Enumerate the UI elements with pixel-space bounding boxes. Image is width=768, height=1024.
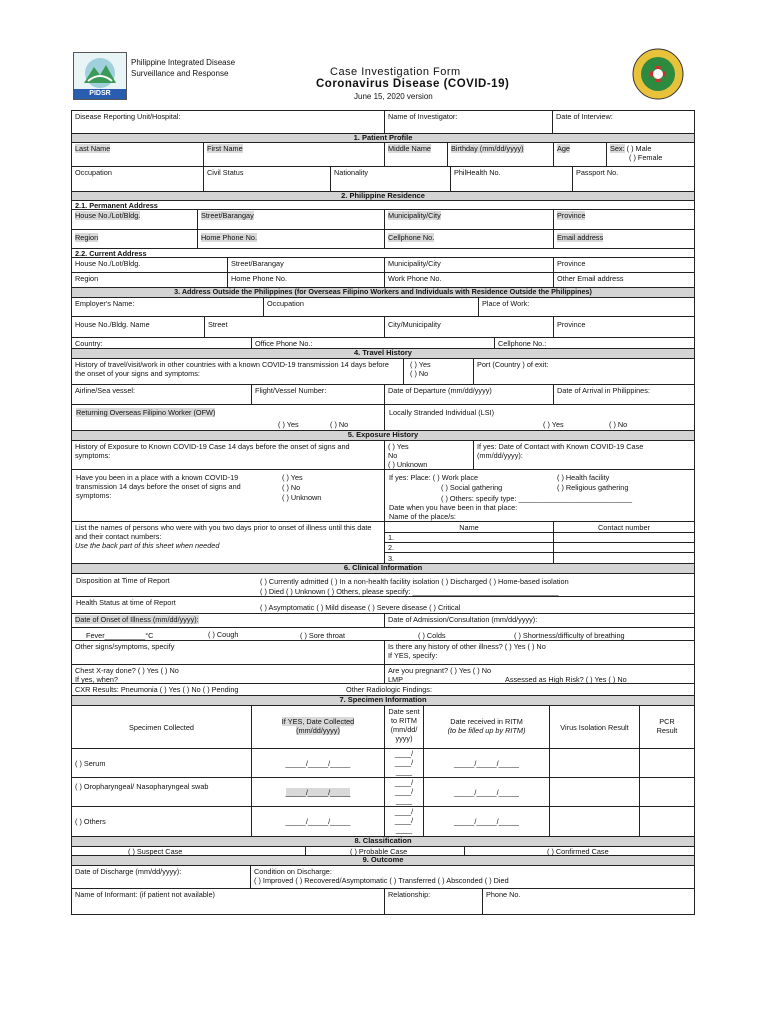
- exposure-unknown-option[interactable]: ( ) Unknown: [388, 460, 428, 469]
- cur-municipality-field[interactable]: [384, 257, 554, 273]
- informant-phone-field[interactable]: [482, 888, 695, 915]
- perm-home-phone-label: Home Phone No.: [201, 233, 257, 242]
- os-occupation-field[interactable]: [263, 297, 479, 317]
- nationality-label: Nationality: [334, 168, 369, 177]
- occupation-field[interactable]: [71, 166, 204, 192]
- airline-field[interactable]: [71, 384, 252, 405]
- discharge-condition-options[interactable]: ( ) Improved ( ) Recovered/Asymptomatic ( ) Transferred ( ) Absconded ( ) Died: [254, 876, 509, 885]
- middle-name-field[interactable]: [384, 142, 448, 167]
- age-label: Age: [557, 144, 570, 153]
- other-illness-specify: If YES, specify:: [388, 651, 438, 660]
- swab-virus-result[interactable]: [549, 777, 640, 807]
- reporting-unit-label: Disease Reporting Unit/Hospital:: [75, 112, 181, 121]
- philhealth-label: PhilHealth No.: [454, 168, 501, 177]
- lsi-no-option[interactable]: ( ) No: [609, 420, 628, 429]
- xray-field[interactable]: [71, 664, 385, 684]
- cur-house-label: House No./Lot/Bldg.: [75, 259, 141, 268]
- office-phone-label: Office Phone No.:: [255, 339, 313, 348]
- perm-house-field[interactable]: [71, 209, 198, 230]
- investigator-field[interactable]: [384, 110, 553, 134]
- age-field[interactable]: [553, 142, 607, 167]
- perm-street-label: Street/Barangay: [201, 211, 254, 220]
- contacts-question: [71, 521, 385, 564]
- pregnancy-field[interactable]: [384, 664, 695, 684]
- travel-no-option[interactable]: ( ) No: [410, 369, 429, 378]
- travel-yes-option[interactable]: ( ) Yes: [410, 360, 431, 369]
- swab-date-collected[interactable]: [251, 777, 385, 807]
- lmp-label: LMP ____________________: [388, 675, 487, 684]
- contacts-note: Use the back part of this sheet when needed: [75, 541, 220, 550]
- relationship-label: Relationship:: [388, 890, 431, 899]
- airline-label: Airline/Sea vessel:: [75, 386, 136, 395]
- employer-label: Employer's Name:: [75, 299, 135, 308]
- reporting-unit-field[interactable]: [71, 110, 385, 134]
- interview-date-label: Date of Interview:: [556, 112, 613, 121]
- cough-option[interactable]: ( ) Cough: [208, 630, 239, 639]
- place-name-label: Name of the place/s:: [389, 512, 456, 521]
- health-status-label: Health Status at time of Report: [76, 598, 176, 607]
- arrival-label: Date of Arrival in Philippines:: [557, 386, 650, 395]
- other-illness-field[interactable]: [384, 640, 695, 665]
- form-title: Case Investigation Form: [330, 66, 461, 78]
- perm-cellphone-label: Cellphone No.: [388, 233, 435, 242]
- place-no-option[interactable]: ( ) No: [282, 483, 301, 492]
- swab-date-received[interactable]: [423, 777, 550, 807]
- colds-option[interactable]: ( ) Colds: [418, 631, 446, 640]
- birthday-field[interactable]: [447, 142, 554, 167]
- serum-date-received[interactable]: [423, 748, 550, 778]
- perm-province-label: Province: [557, 211, 586, 220]
- date-sent-header: [384, 705, 424, 749]
- exposure-question: [71, 440, 385, 470]
- discharge-date-field[interactable]: [71, 865, 251, 889]
- place-yes-option[interactable]: ( ) Yes: [282, 473, 303, 482]
- exposure-no-option[interactable]: No: [388, 451, 398, 460]
- disposition-block[interactable]: [71, 573, 695, 597]
- specimen-col-header: [71, 705, 252, 749]
- contact-row[interactable]: 1.: [384, 532, 554, 543]
- cxr-results-label[interactable]: CXR Results: Pneumonia ( ) Yes ( ) No ( ) Pending: [75, 685, 239, 694]
- swab-date-sent[interactable]: [384, 777, 424, 807]
- contacts-question-text: List the names of persons who were with you two days prior to onset of illness until this date and their contact numbers:: [75, 523, 372, 541]
- swab-pcr-result[interactable]: [639, 777, 695, 807]
- date-received-header: [423, 705, 550, 749]
- sex-field[interactable]: [606, 142, 695, 167]
- pidsr-logo: [73, 52, 127, 100]
- disposition-options-1[interactable]: ( ) Currently admitted ( ) In a non-health facility isolation ( ) Discharged ( ) Home-based isolation: [260, 577, 569, 586]
- sore-throat-option[interactable]: ( ) Sore throat: [300, 631, 346, 640]
- onset-date-label: Date of Onset of Illness (mm/dd/yyyy):: [75, 615, 199, 624]
- doh-seal: [632, 48, 684, 100]
- informant-label: Name of Informant: (if patient not available): [75, 890, 215, 899]
- ofw-yes-option[interactable]: ( ) Yes: [278, 420, 299, 429]
- employer-field[interactable]: [71, 297, 264, 317]
- os-occupation-label: Occupation: [267, 299, 304, 308]
- contact-date-label: If yes: Date of Contact with Known COVID-19 Case (mm/dd/yyyy):: [477, 442, 644, 460]
- os-cellphone-label: Cellphone No.:: [498, 339, 547, 348]
- section-1-title: 1. Patient Profile: [71, 133, 695, 143]
- place-health-option[interactable]: ( ) Health facility: [557, 473, 610, 482]
- others-virus-result[interactable]: [549, 806, 640, 837]
- cur-other-email-field[interactable]: [553, 272, 695, 288]
- middle-name-label: Middle Name: [388, 144, 431, 153]
- serum-received-blank: _____/_____/_____: [454, 759, 519, 768]
- section-8-title: 8. Classification: [71, 836, 695, 847]
- other-symptoms-field[interactable]: [71, 640, 385, 665]
- place-when-label: Date when you have been in that place:: [389, 503, 518, 512]
- os-street-field[interactable]: [204, 316, 385, 338]
- pcr-result-label: PCR Result: [656, 717, 678, 735]
- virus-isolation-label: Virus Isolation Result: [560, 723, 629, 732]
- perm-email-field[interactable]: [553, 229, 695, 249]
- others-pcr-result[interactable]: [639, 806, 695, 837]
- sex-label: Sex:: [610, 144, 625, 153]
- cur-home-phone-field[interactable]: [227, 272, 385, 288]
- male-option[interactable]: ( ) Male: [626, 144, 652, 153]
- date-received-label: Date received in RITM: [450, 717, 523, 726]
- org-line-2: Surveillance and Response: [131, 69, 229, 78]
- lsi-field[interactable]: [384, 404, 695, 431]
- serum-sent-blank: ____/ ____/ ____: [394, 749, 414, 776]
- serum-date-sent[interactable]: [384, 748, 424, 778]
- section-2-title: 2. Philippine Residence: [71, 191, 695, 201]
- passport-field[interactable]: [572, 166, 695, 192]
- probable-case-label: ( ) Probable Case: [350, 847, 408, 856]
- os-house-label: House No./Bldg. Name: [75, 320, 150, 329]
- flight-number-field[interactable]: [251, 384, 385, 405]
- place-workplace-option[interactable]: If yes: Place: ( ) Work place: [389, 473, 479, 482]
- others-date-sent[interactable]: [384, 806, 424, 837]
- specimen-col-label: Specimen Collected: [129, 723, 194, 732]
- others-collected-blank: _____/_____/_____: [285, 817, 351, 826]
- perm-region-field[interactable]: [71, 229, 198, 249]
- pcr-result-header: [639, 705, 695, 749]
- discharge-date-label: Date of Discharge (mm/dd/yyyy):: [75, 867, 182, 876]
- lsi-label: Locally Stranded Individual (LSI): [389, 408, 495, 417]
- philhealth-field[interactable]: [450, 166, 573, 192]
- logo-text: PIDSR: [89, 90, 111, 97]
- perm-house-label: House No./Lot/Bldg.: [75, 211, 141, 220]
- travel-question-text: History of travel/visit/work in other countries with a known COVID-19 transmission 14 days before the onset of your signs and symptoms:: [75, 360, 389, 378]
- contacts-number-header: Contact number: [553, 521, 695, 533]
- seal-icon: [632, 48, 684, 100]
- cur-other-email-label: Other Email address: [557, 274, 624, 283]
- org-line-1: Philippine Integrated Disease: [131, 58, 236, 67]
- os-city-label: City/Municipality: [388, 320, 441, 329]
- xray-when-label: If yes, when? ______________________: [75, 675, 210, 684]
- birthday-label: Birthday (mm/dd/yyyy): [451, 144, 524, 153]
- date-collected-label: If YES, Date Collected (mm/dd/yyyy): [281, 717, 355, 735]
- section-3-title: 3. Address Outside the Philippines (for Overseas Filipino Workers and Individuals with Residence Outside the Philippines): [71, 287, 695, 298]
- discharge-condition-field[interactable]: [250, 865, 695, 889]
- specimen-others[interactable]: [71, 806, 252, 837]
- occupation-label: Occupation: [75, 168, 112, 177]
- fever-field[interactable]: Fever__________°C: [86, 631, 154, 640]
- disposition-options-2[interactable]: ( ) Died ( ) Unknown ( ) Others, please specify: ____________________________________: [260, 587, 559, 596]
- specimen-serum[interactable]: [71, 748, 252, 778]
- permanent-address-title: 2.1. Permanent Address: [71, 200, 695, 210]
- port-exit-label: Port (Country ) of exit:: [477, 360, 549, 369]
- cur-province-label: Province: [557, 259, 586, 268]
- perm-municipality-label: Municipality/City: [388, 211, 441, 220]
- contact-date-field[interactable]: [473, 440, 695, 470]
- contact-row[interactable]: 3.: [384, 552, 554, 564]
- perm-street-field[interactable]: [197, 209, 385, 230]
- symptoms-row[interactable]: [71, 627, 695, 641]
- female-option[interactable]: ( ) Female: [629, 153, 663, 162]
- other-symptoms-label: Other signs/symptoms, specify: [75, 642, 175, 651]
- place-religious-option[interactable]: ( ) Religious gathering: [557, 483, 629, 492]
- perm-email-label: Email address: [557, 233, 604, 242]
- travel-yes-no[interactable]: [403, 358, 474, 385]
- section-5-title: 5. Exposure History: [71, 430, 695, 441]
- exposure-question-text: History of Exposure to Known COVID-19 Case 14 days before the onset of signs and symptoms:: [75, 442, 350, 460]
- os-house-field[interactable]: [71, 316, 205, 338]
- date-sent-label: Date sent to RITM (mm/dd/ yyyy): [388, 707, 420, 743]
- swab-collected-blank: _____/_____/_____: [285, 788, 351, 797]
- serum-option[interactable]: ( ) Serum: [75, 759, 106, 768]
- ofw-label: Returning Overseas Filipino Worker (OFW): [76, 408, 216, 417]
- exposure-yes-option[interactable]: ( ) Yes: [388, 442, 409, 451]
- nationality-field[interactable]: [330, 166, 451, 192]
- civil-status-label: Civil Status: [207, 168, 244, 177]
- cur-work-phone-label: Work Phone No.: [388, 274, 442, 283]
- admission-date-field[interactable]: [384, 613, 695, 628]
- health-status-options[interactable]: ( ) Asymptomatic ( ) Mild disease ( ) Severe disease ( ) Critical: [260, 603, 461, 612]
- place-question-text: Have you been in a place with a known COVID-19 transmission 14 days before the onset of signs and symptoms:: [76, 473, 241, 500]
- perm-cellphone-field[interactable]: [384, 229, 554, 249]
- perm-home-phone-field[interactable]: [197, 229, 385, 249]
- virus-isolation-header: [549, 705, 640, 749]
- first-name-field[interactable]: [203, 142, 385, 167]
- cur-home-phone-label: Home Phone No.: [231, 274, 287, 283]
- os-province-field[interactable]: [553, 316, 695, 338]
- serum-collected-blank: _____/_____/_____: [285, 759, 351, 768]
- informant-field[interactable]: [71, 888, 385, 915]
- exposure-yes-no[interactable]: [384, 440, 474, 470]
- interview-date-field[interactable]: [552, 110, 695, 134]
- others-received-blank: _____/_____/_____: [454, 817, 519, 826]
- pregnant-label[interactable]: Are you pregnant? ( ) Yes ( ) No: [388, 666, 492, 675]
- confirmed-case-label: ( ) Confirmed Case: [547, 847, 609, 856]
- perm-region-label: Region: [75, 233, 99, 242]
- section-4-title: 4. Travel History: [71, 348, 695, 359]
- serum-pcr-result[interactable]: [639, 748, 695, 778]
- departure-label: Date of Departure (mm/dd/yyyy): [388, 386, 492, 395]
- disease-title: Coronavirus Disease (COVID-19): [316, 78, 510, 90]
- place-type-block[interactable]: [384, 469, 695, 522]
- passport-label: Passport No.: [576, 168, 619, 177]
- others-date-collected[interactable]: [251, 806, 385, 837]
- health-status-block[interactable]: [71, 596, 695, 614]
- other-illness-label: Is there any history of other illness? ( ) Yes ( ) No: [388, 642, 546, 651]
- admission-date-label: Date of Admission/Consultation (mm/dd/yyyy):: [388, 615, 538, 624]
- first-name-label: First Name: [207, 144, 243, 153]
- os-country-label: Country:: [75, 339, 103, 348]
- swab-received-blank: _____/_____/_____: [454, 788, 519, 797]
- departure-field[interactable]: [384, 384, 554, 405]
- cur-region-label: Region: [75, 274, 99, 283]
- civil-status-field[interactable]: [203, 166, 331, 192]
- contact-row[interactable]: 2.: [384, 542, 554, 553]
- version: June 15, 2020 version: [354, 92, 433, 101]
- section-6-title: 6. Clinical Information: [71, 563, 695, 574]
- discharge-condition-label: Condition on Discharge:: [254, 867, 332, 876]
- perm-municipality-field[interactable]: [384, 209, 554, 230]
- date-collected-header: [251, 705, 385, 749]
- perm-province-field[interactable]: [553, 209, 695, 230]
- breathing-option[interactable]: ( ) Shortness/difficulty of breathing: [514, 631, 625, 640]
- swab-sent-blank: ____/ ____/ ____: [394, 778, 414, 805]
- others-date-received[interactable]: [423, 806, 550, 837]
- arrival-field[interactable]: [553, 384, 695, 405]
- date-received-note: (to be filled up by RITM): [447, 726, 526, 735]
- investigator-label: Name of Investigator:: [388, 112, 458, 121]
- relationship-field[interactable]: [384, 888, 483, 915]
- last-name-label: Last Name: [75, 144, 111, 153]
- contacts-name-header: Name: [384, 521, 554, 533]
- serum-virus-result[interactable]: [549, 748, 640, 778]
- travel-history-question: [71, 358, 404, 385]
- os-province-label: Province: [557, 320, 586, 329]
- os-street-label: Street: [208, 320, 228, 329]
- place-exposure-block: [71, 469, 385, 522]
- place-work-field[interactable]: [478, 297, 695, 317]
- informant-phone-label: Phone No.: [486, 890, 521, 899]
- flight-number-label: Flight/Vessel Number:: [255, 386, 327, 395]
- cur-province-field[interactable]: [553, 257, 695, 273]
- os-city-field[interactable]: [384, 316, 554, 338]
- serum-date-collected[interactable]: [251, 748, 385, 778]
- specimen-swab[interactable]: [71, 777, 252, 807]
- port-exit-field[interactable]: [473, 358, 695, 385]
- place-unknown-option[interactable]: ( ) Unknown: [282, 493, 322, 502]
- suspect-case-label: ( ) Suspect Case: [128, 847, 183, 856]
- cur-municipality-label: Municipality/City: [388, 259, 441, 268]
- other-radiologic-label: Other Radiologic Findings:: [346, 685, 432, 694]
- current-address-title: 2.2. Current Address: [71, 248, 695, 258]
- place-others-option[interactable]: ( ) Others: specify type: ____________________________: [441, 494, 633, 503]
- xray-label[interactable]: Chest X-ray done? ( ) Yes ( ) No: [75, 666, 179, 675]
- ofw-no-option[interactable]: ( ) No: [330, 420, 349, 429]
- section-7-title: 7. Specimen Information: [71, 695, 695, 706]
- swab-option[interactable]: ( ) Oropharyngeal/ Nasopharyngeal swab: [75, 782, 209, 791]
- cur-street-label: Street/Barangay: [231, 259, 284, 268]
- place-social-option[interactable]: ( ) Social gathering: [441, 483, 503, 492]
- cur-house-field[interactable]: [71, 257, 228, 273]
- section-9-title: 9. Outcome: [71, 855, 695, 866]
- lsi-yes-option[interactable]: ( ) Yes: [543, 420, 564, 429]
- high-risk-label[interactable]: Assessed as High Risk? ( ) Yes ( ) No: [505, 675, 627, 684]
- cur-work-phone-field[interactable]: [384, 272, 554, 288]
- others-option[interactable]: ( ) Others: [75, 817, 106, 826]
- disposition-label: Disposition at Time of Report: [76, 576, 170, 585]
- onset-date-field[interactable]: [71, 613, 385, 628]
- cur-street-field[interactable]: [227, 257, 385, 273]
- cur-region-field[interactable]: [71, 272, 228, 288]
- others-sent-blank: ____/ ____/ ____: [394, 807, 414, 834]
- place-work-label: Place of Work:: [482, 299, 530, 308]
- ofw-field[interactable]: [71, 404, 385, 431]
- last-name-field[interactable]: [71, 142, 204, 167]
